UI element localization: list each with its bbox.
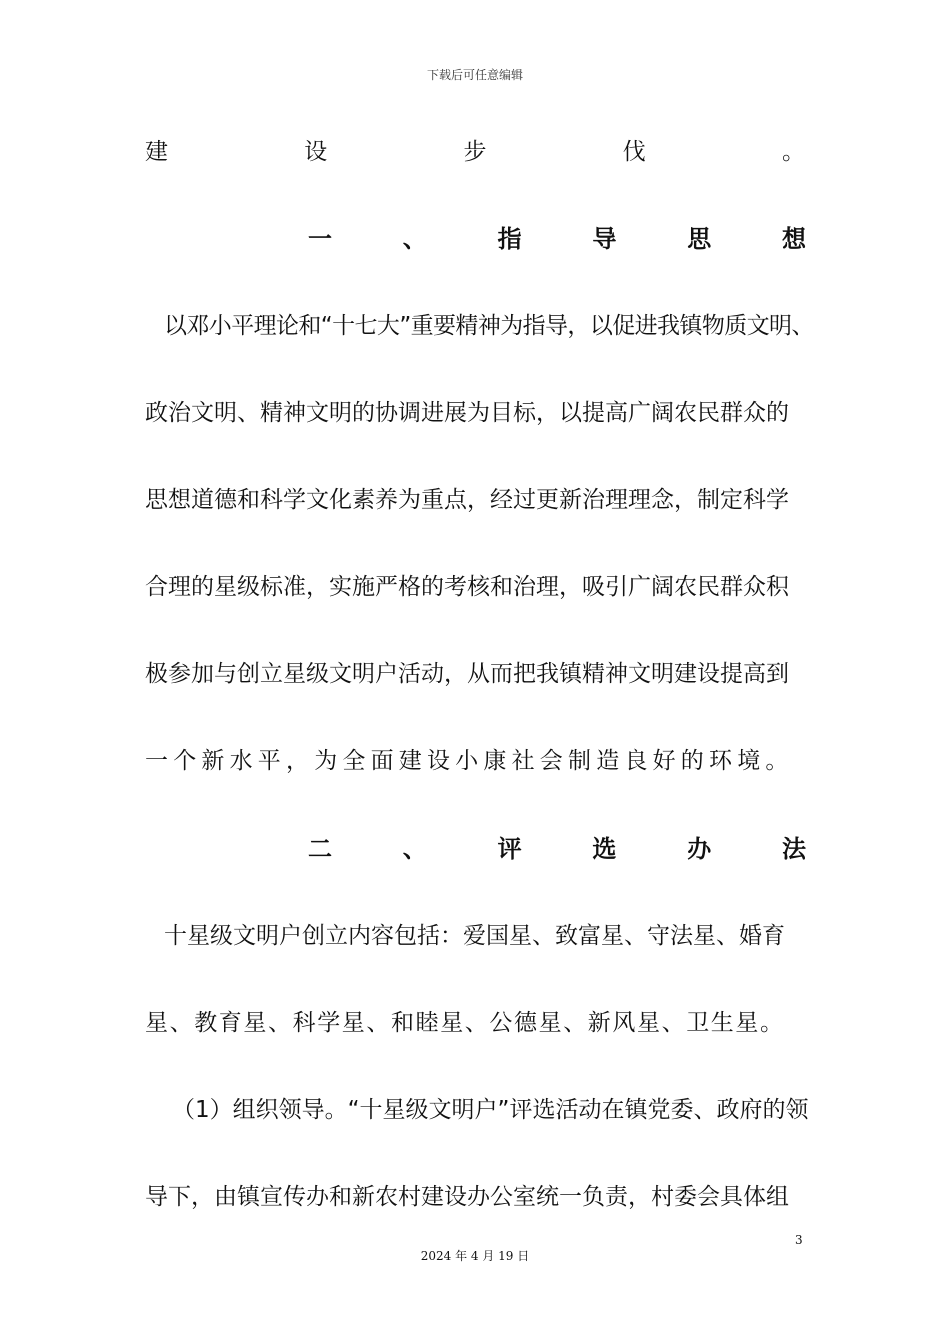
paragraph-line: （1）组织领导。“十星级文明户”评选活动在镇党委、政府的领 (172, 1097, 809, 1123)
text-char: 建 (145, 139, 168, 165)
text-char: 步 (463, 139, 487, 165)
paragraph-line: 一个新水平，为全面建设小康社会制造良好的环境。 (145, 748, 794, 774)
text-char: 设 (304, 139, 328, 165)
heading-char: 、 (402, 225, 427, 253)
heading-char: 选 (592, 835, 617, 863)
text-char: 。 (782, 139, 805, 165)
page-number: 3 (795, 1233, 803, 1247)
paragraph-line: 极参加与创立星级文明户活动，从而把我镇精神文明建设提高到 (145, 661, 789, 687)
heading-char: 评 (497, 835, 522, 863)
text-char: 伐 (622, 139, 646, 165)
paragraph-line: 导下，由镇宣传办和新农村建设办公室统一负责，村委会具体组 (145, 1184, 789, 1210)
heading-char: 法 (781, 835, 806, 863)
paragraph-line: 政治文明、精神文明的协调进展为目标，以提高广阔农民群众的 (145, 400, 789, 426)
heading-char: 办 (687, 835, 712, 863)
text-line-spread (145, 136, 805, 168)
heading-char: 、 (402, 835, 427, 863)
heading-char: 一 (308, 225, 332, 253)
heading-char: 导 (592, 225, 617, 253)
paragraph-line: 以邓小平理论和“十七大”重要精神为指导，以促进我镇物质文明、 (164, 313, 814, 339)
heading-char: 指 (497, 225, 522, 253)
paragraph-line: 十星级文明户创立内容包括：爱国星、致富星、守法星、婚育 (164, 923, 785, 949)
footer-date: 2024 年 4 月 19 日 (420, 1249, 530, 1263)
header-note: 下载后可任意编辑 (426, 68, 523, 82)
heading-char: 二 (308, 835, 332, 863)
paragraph-line: 思想道德和科学文化素养为重点，经过更新治理理念，制定科学 (145, 487, 789, 513)
heading-char: 思 (687, 225, 712, 253)
paragraph-line: 合理的星级标准，实施严格的考核和治理，吸引广阔农民群众积 (145, 574, 789, 600)
section-heading-selection-method (308, 832, 806, 866)
section-heading-guiding-ideology (308, 222, 806, 256)
paragraph-line: 星、教育星、科学星、和睦星、公德星、新风星、卫生星。 (145, 1010, 785, 1036)
heading-char: 想 (781, 225, 806, 253)
